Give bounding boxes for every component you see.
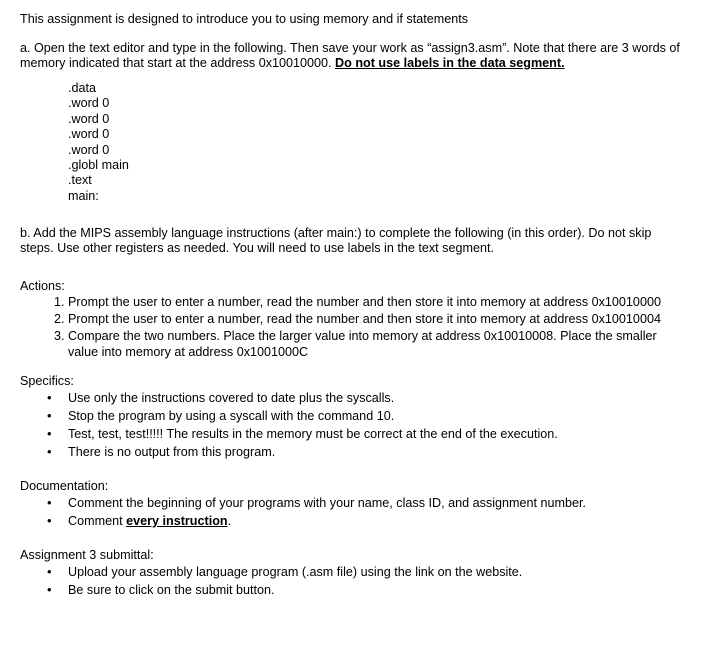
submittal-item: • Be sure to click on the submit button. [68,581,684,599]
specifics-item: • Use only the instructions covered to date plus the syscalls. [68,389,684,407]
code-line: .word 0 [68,142,110,157]
action-item: 3. Compare the two numbers. Place the larger value into memory at address 0x10010008. Place the smaller value into memory at address 0x1001000C [68,328,684,360]
specifics-item: • There is no output from this program. [68,443,684,461]
documentation-heading: Documentation: [20,479,109,494]
part-a-text: a. Open the text editor and type in the following. Then save your work as “assign3.asm”. Note that there are 3 words of memory indicated that start at the address 0x10010000. [20,41,680,70]
submittal-list [20,563,684,599]
documentation-item-suffix: . [227,514,232,529]
actions-list [20,294,684,360]
documentation-list [20,494,684,530]
documentation-item [68,512,684,530]
code-line: .globl main [68,158,129,173]
intro-text: This assignment is designed to introduce you to using memory and if statements [20,12,469,26]
code-line: .word 0 [68,127,110,142]
specifics-item: • Test, test, test!!!!! The results in the memory must be correct at the end of the execution. [68,425,684,443]
documentation-item-emphasis: every instruction [126,514,228,529]
specifics-item: • Stop the program by using a syscall with the command 10. [68,407,684,425]
code-line: .word 0 [68,111,110,126]
submittal-item: • Upload your assembly language program (.asm file) using the link on the website. [68,563,684,581]
part-a-emphasis: Do not use labels in the data segment. [335,56,565,70]
documentation-item-prefix: Comment [68,514,127,529]
code-line: main: [68,188,99,203]
specifics-heading: Specifics: [20,374,74,389]
specifics-list [20,389,684,461]
actions-heading: Actions: [20,279,65,294]
action-item: 2. Prompt the user to enter a number, read the number and then store it into memory at address 0x10010004 [68,311,684,327]
code-line: .word 0 [68,96,110,111]
code-line: .data [68,81,97,95]
documentation-item: • Comment the beginning of your programs with your name, class ID, and assignment number. [68,494,684,512]
submittal-heading: Assignment 3 submittal: [20,548,154,563]
part-b-instructions: b. Add the MIPS assembly language instructions (after main:) to complete the following (in this order). Do not skip steps. Use other registers as needed. You will need to use labels in the text segment. [20,226,652,256]
part-a-instructions [20,41,684,71]
document-body [20,12,684,599]
action-item: 1. Prompt the user to enter a number, read the number and then store it into memory at address 0x10010000 [68,294,684,310]
code-listing [68,81,684,204]
code-line: .text [68,173,92,188]
